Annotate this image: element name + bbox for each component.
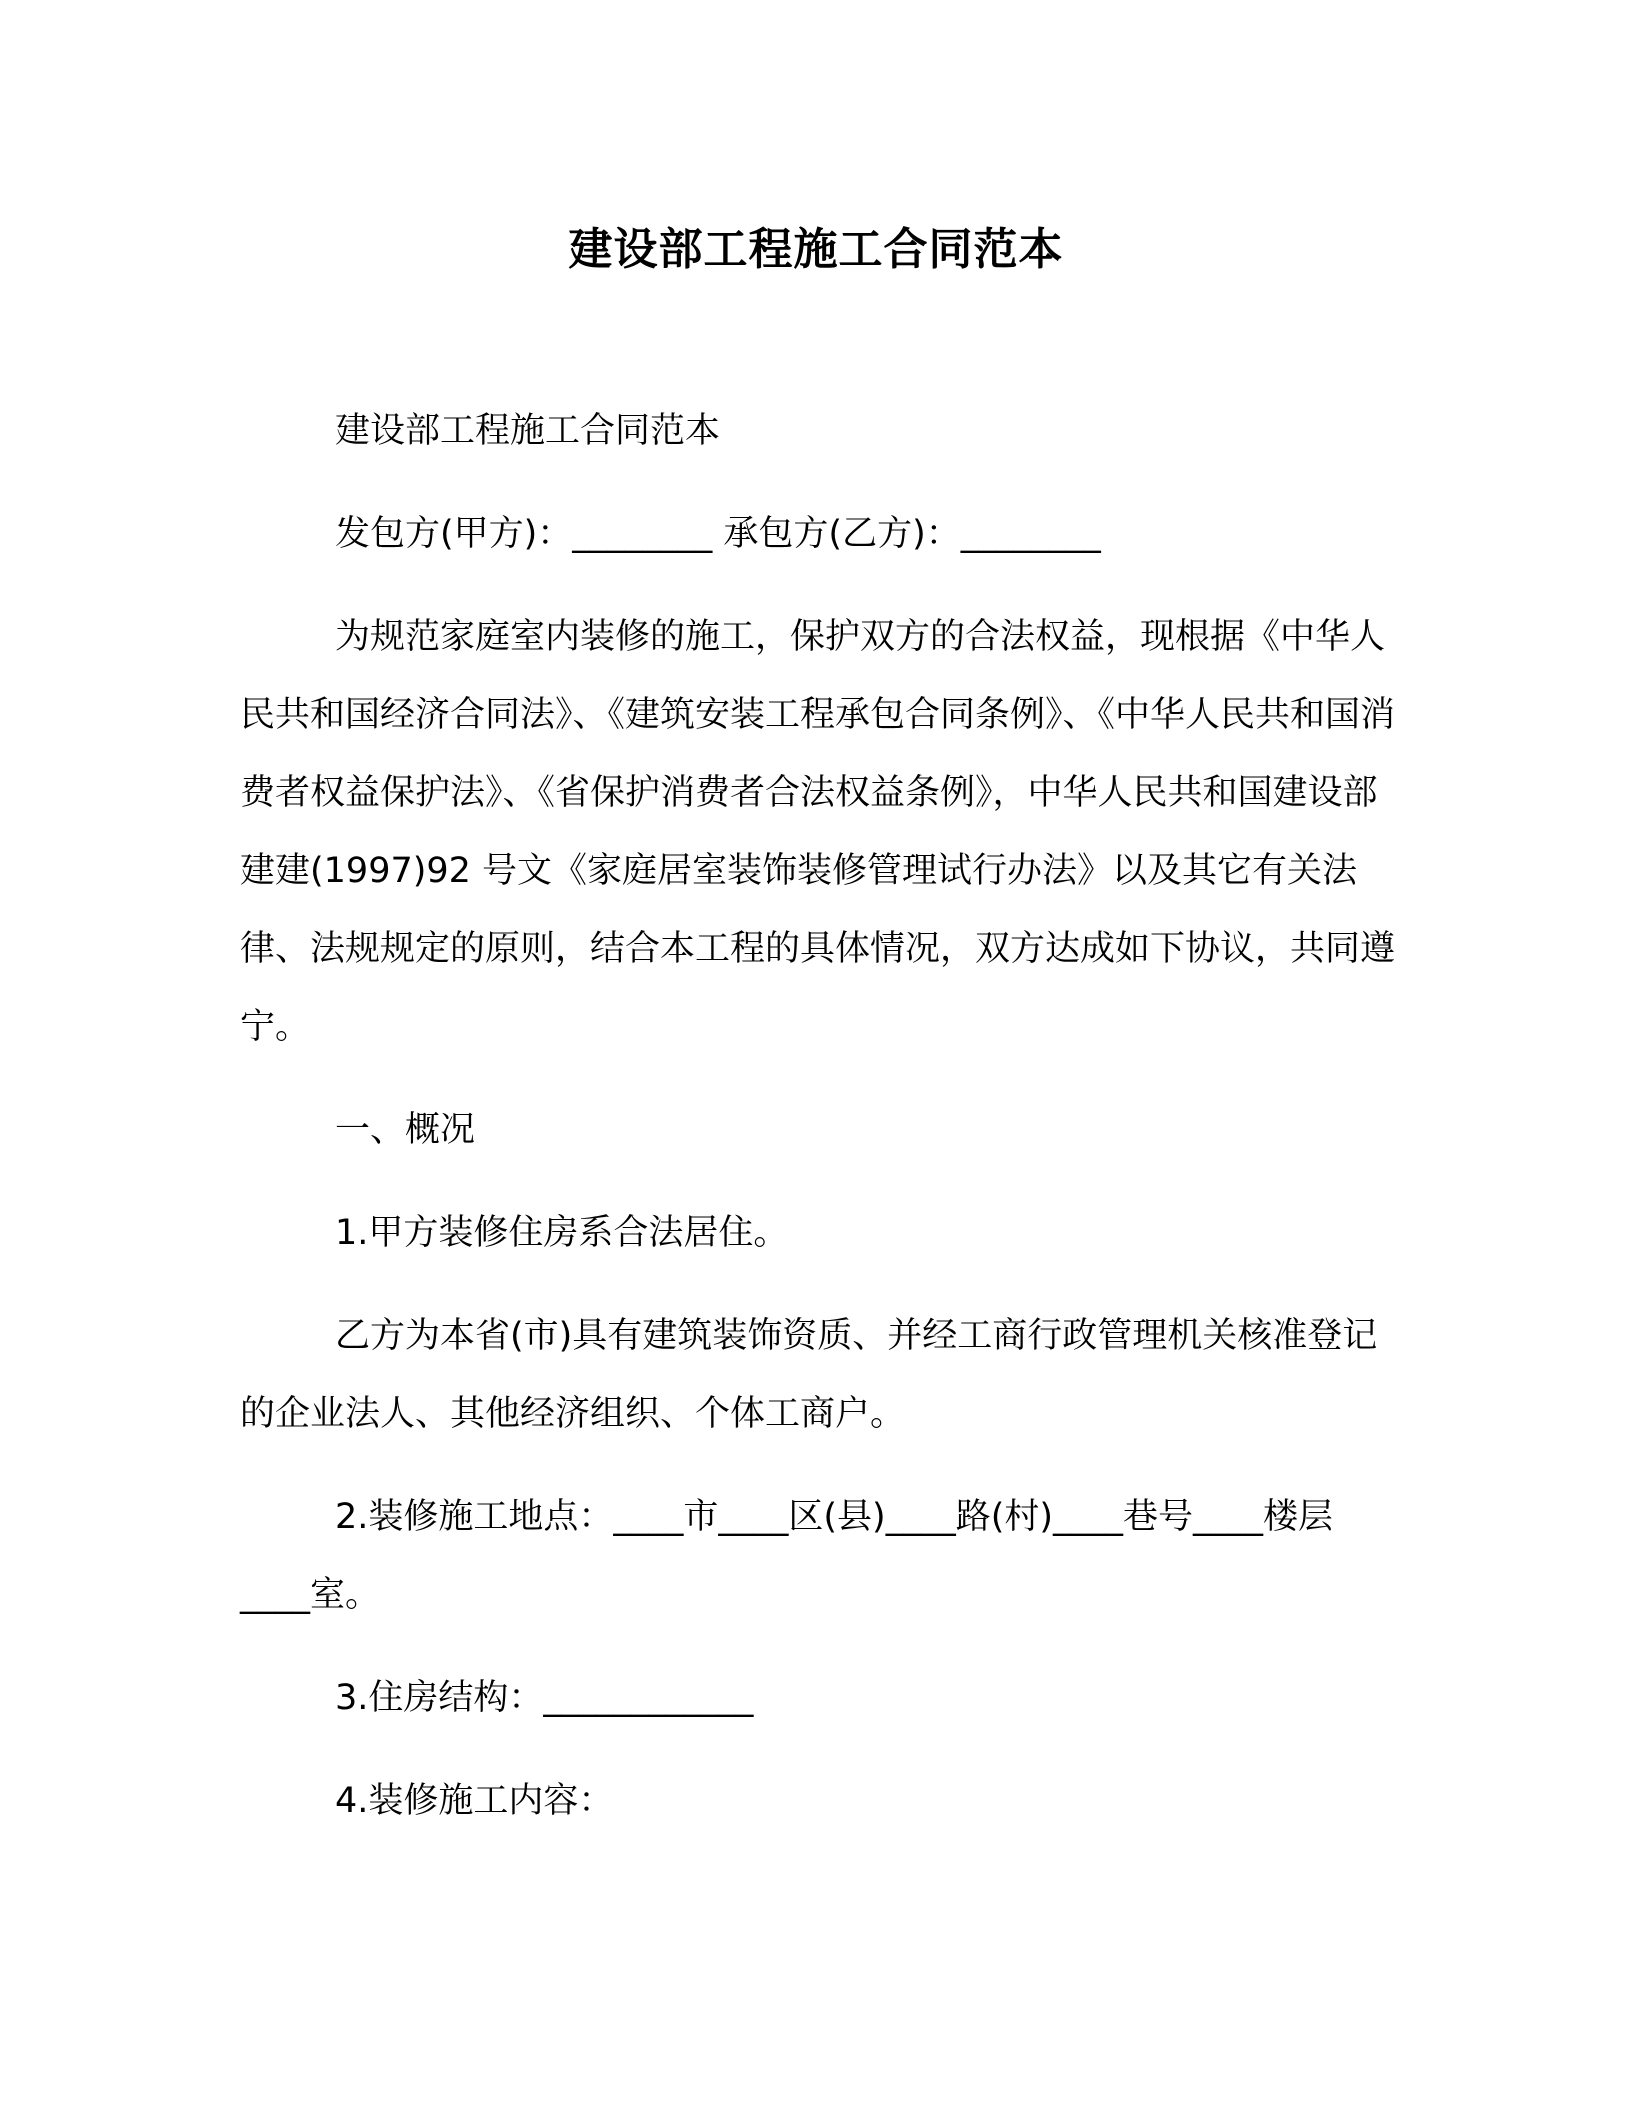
document-title: 建设部工程施工合同范本 xyxy=(568,224,1064,275)
clause-2-location: 2.装修施工地点：____市____区(县)____路(村)____巷号____楼层____室。 xyxy=(240,1497,1334,1615)
document-body xyxy=(240,392,1400,1865)
clause-1: 1.甲方装修住房系合法居住。 xyxy=(335,1213,789,1253)
subtitle-paragraph: 建设部工程施工合同范本 xyxy=(335,411,721,451)
preamble-paragraph: 为规范家庭室内装修的施工，保护双方的合法权益，现根据《中华人民共和国经济合同法》、《建筑安装工程承包合同条例》、《中华人民共和国消费者权益保护法》、《省保护消费者合法权益条例》，中华人民共和国建设部建建(1997)92 号文《家庭居室装饰装修管理试行办法》以及其它有关法律、法规规定的原则，结合本工程的具体情况，双方达成如下协议，共同遵宁。 xyxy=(240,617,1396,1047)
section-heading-overview: 一、概况 xyxy=(335,1110,476,1150)
contractor-qualification-paragraph: 乙方为本省(市)具有建筑装饰资质、并经工商行政管理机关核准登记的企业法人、其他经济组织、个体工商户。 xyxy=(240,1316,1378,1434)
clause-3-structure: 3.住房结构：____________ xyxy=(335,1678,754,1718)
parties-paragraph: 发包方(甲方)：________ 承包方(乙方)：________ xyxy=(335,514,1101,554)
clause-4-content: 4.装修施工内容： xyxy=(335,1781,614,1821)
